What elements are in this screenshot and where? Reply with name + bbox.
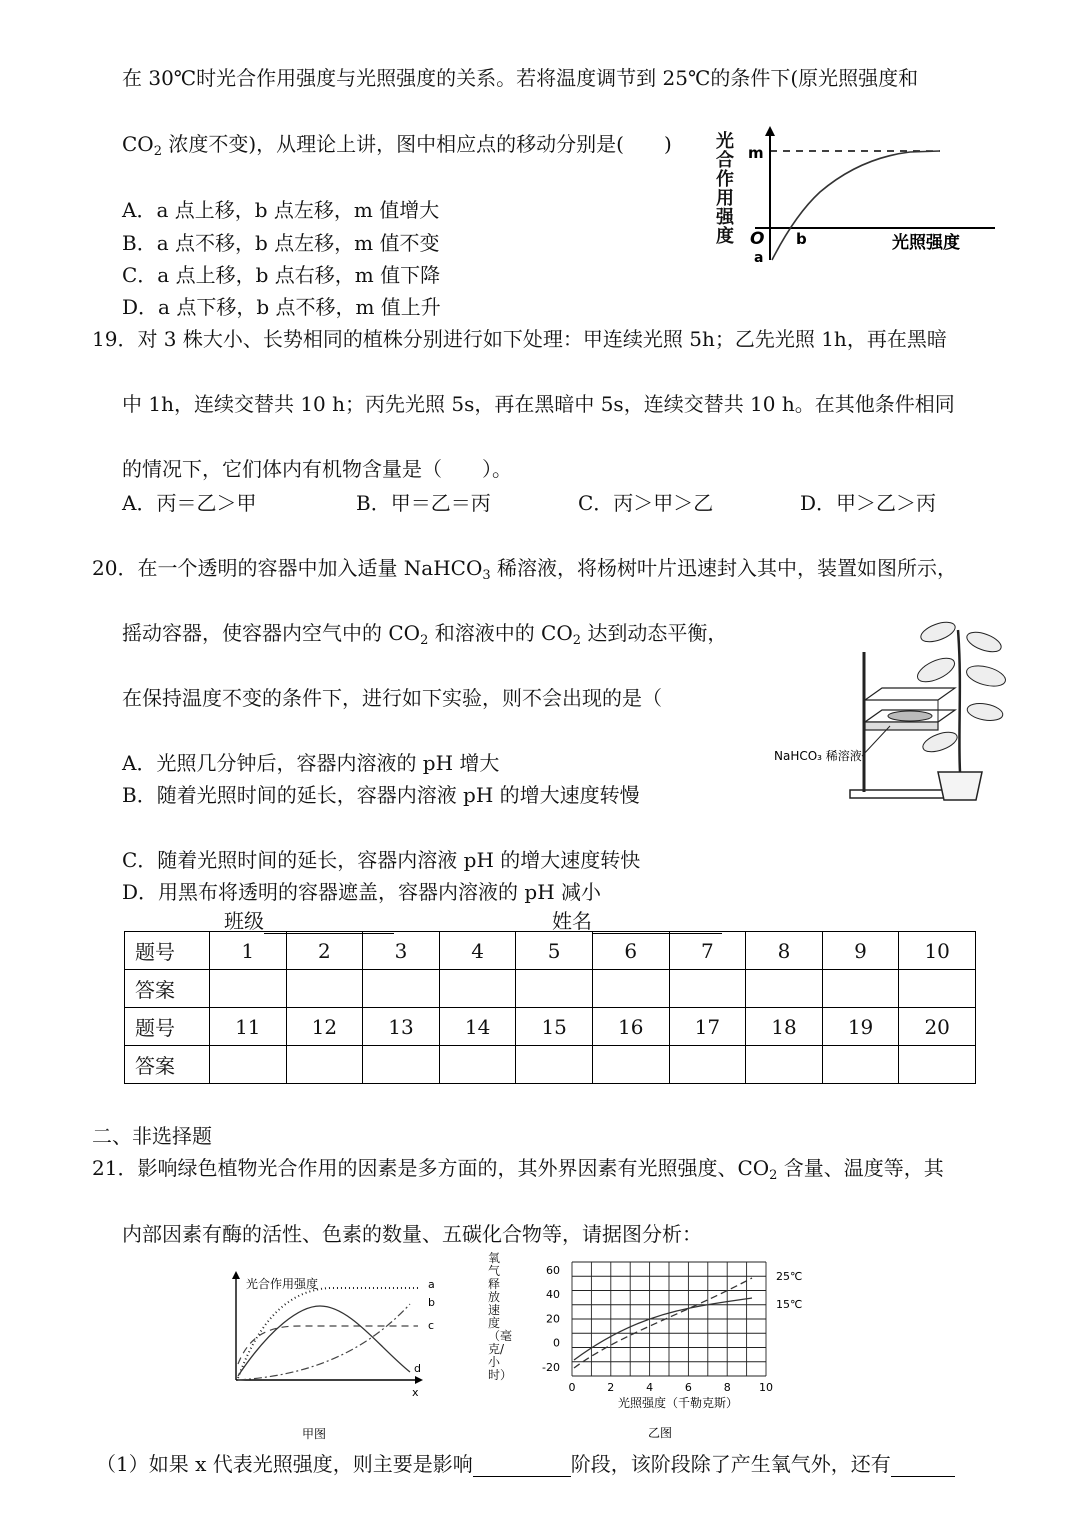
yi-ytick-label: 0 — [553, 1336, 560, 1350]
q20-line1: 20．在一个透明的容器中加入适量 NaHCO$_3$ 稀溶液，将杨树叶片迅速封入其中，装置如图所示， — [92, 556, 958, 583]
answer-cell[interactable] — [746, 970, 823, 1008]
sealed-leaf — [888, 711, 932, 721]
question-number: 4 — [439, 932, 516, 970]
nahco3-label: NaHCO₃ 稀溶液 — [774, 749, 862, 763]
q19-option-b: B．甲＝乙＝丙 — [356, 491, 491, 515]
answer-cell[interactable] — [516, 1046, 593, 1084]
q18-option-c: C．a 点上移，b 点右移，m 值下降 — [122, 263, 441, 287]
answer-blank-2[interactable] — [891, 1476, 955, 1477]
row-label-answer: 答案 — [125, 1046, 210, 1084]
q18-label-m: m — [748, 144, 764, 162]
question-number: 15 — [516, 1008, 593, 1046]
question-number: 12 — [286, 1008, 363, 1046]
q18-graph — [710, 120, 1010, 270]
q19-line2: 中 1h，连续交替共 10 h；丙先光照 5s，再在黑暗中 5s，连续交替共 10 h。在其他条件相同 — [122, 392, 955, 416]
plant-stem — [958, 630, 960, 772]
q19-option-c: C．丙＞甲＞乙 — [578, 491, 714, 515]
q18-option-d: D．a 点下移，b 点不移，m 值上升 — [122, 295, 441, 319]
question-number: 11 — [210, 1008, 287, 1046]
row-label-answer: 答案 — [125, 970, 210, 1008]
question-number: 8 — [746, 932, 823, 970]
yi-caption: 乙图 — [648, 1426, 673, 1440]
yi-xticks — [569, 1381, 774, 1394]
yi-ytick-label: 60 — [546, 1264, 560, 1277]
answer-cell[interactable] — [516, 970, 593, 1008]
yi-ytick-label: -20 — [542, 1360, 560, 1374]
jia-curve-a — [238, 1288, 418, 1378]
answer-table — [124, 931, 976, 1084]
answer-cell[interactable] — [210, 970, 287, 1008]
q18-label-o: O — [750, 229, 765, 249]
leaf-3 — [914, 653, 958, 686]
answer-cell[interactable] — [746, 1046, 823, 1084]
q20-option-c: C．随着光照时间的延长，容器内溶液 pH 的增大速度转快 — [122, 848, 641, 872]
question-number: 18 — [746, 1008, 823, 1046]
q20-line2: 摇动容器，使容器内空气中的 $CO_2$ 和溶液中的 $CO_2$ 达到动态平衡， — [122, 621, 728, 648]
answer-blank-1[interactable] — [473, 1476, 571, 1477]
q18-option-b: B．a 点不移，b 点左移，m 值不变 — [122, 231, 440, 255]
yi-xtick-label: 4 — [646, 1381, 654, 1394]
q18-ylabel: 光合作用强度 — [716, 131, 734, 247]
yi-ytick-label: 20 — [546, 1312, 560, 1326]
yi-series-25 — [574, 1278, 752, 1368]
question-number: 3 — [363, 932, 440, 970]
question-number: 16 — [592, 1008, 669, 1046]
yi-series-15 — [574, 1298, 752, 1360]
question-number: 9 — [822, 932, 899, 970]
answer-cell[interactable] — [822, 970, 899, 1008]
answer-table-row — [125, 1046, 976, 1084]
answer-cell[interactable] — [592, 970, 669, 1008]
answer-table-row — [125, 1008, 976, 1046]
leaf-2 — [964, 628, 1003, 655]
leaf-5 — [966, 701, 1004, 723]
section2-title: 二、非选择题 — [92, 1124, 212, 1148]
q19-option-a: A．丙＝乙＞甲 — [122, 491, 257, 515]
container-lid — [865, 688, 955, 700]
row-label-question: 题号 — [125, 1008, 210, 1046]
answer-table-row — [125, 970, 976, 1008]
yi-ylabel: 氧气释放速度（毫克/小时） — [488, 1251, 513, 1382]
name-field[interactable]: 姓名 — [552, 905, 722, 934]
yi-xtick-label: 2 — [607, 1381, 615, 1394]
leaf-4 — [964, 662, 1007, 690]
yi-series-label-15: 15℃ — [776, 1298, 803, 1311]
yi-series-label-25: 25℃ — [776, 1270, 803, 1283]
jia-label-d: d — [414, 1362, 421, 1375]
jia-ylabel: 光合作用强度 — [246, 1277, 319, 1291]
jia-label-c: c — [428, 1319, 435, 1332]
q19-line1: 19．对 3 株大小、长势相同的植株分别进行如下处理：甲连续光照 5h；乙先光照 1h，再在黑暗 — [92, 327, 947, 351]
answer-cell[interactable] — [286, 1046, 363, 1084]
jia-label-b: b — [428, 1296, 435, 1309]
q21-line2: 内部因素有酶的活性、色素的数量、五碳化合物等，请据图分析： — [122, 1222, 702, 1246]
figure-yi — [520, 1254, 830, 1444]
answer-cell[interactable] — [286, 970, 363, 1008]
figure-jia — [220, 1268, 460, 1448]
yi-xtick-label: 6 — [684, 1381, 692, 1394]
yi-ytick-label: 40 — [546, 1288, 560, 1302]
answer-cell[interactable] — [363, 1046, 440, 1084]
jia-curve-d — [238, 1306, 410, 1376]
q20-option-d: D．用黑布将透明的容器遮盖，容器内溶液的 pH 减小 — [122, 880, 601, 904]
yi-xtick-label: 10 — [759, 1381, 773, 1394]
leaf-1 — [918, 618, 957, 645]
q18-label-a: a — [754, 250, 764, 266]
jia-curve-c — [238, 1326, 418, 1364]
flower-pot — [938, 772, 982, 800]
question-number: 5 — [516, 932, 593, 970]
question-number: 2 — [286, 932, 363, 970]
plant-apparatus-figure — [770, 612, 1010, 812]
jia-xlabel: x — [412, 1386, 419, 1399]
answer-cell[interactable] — [363, 970, 440, 1008]
q18-y-arrow — [765, 126, 775, 136]
jia-caption: 甲图 — [302, 1427, 327, 1441]
question-number: 20 — [899, 1008, 976, 1046]
class-field[interactable]: 班级 — [224, 905, 394, 934]
question-number: 6 — [592, 932, 669, 970]
yi-xtick-label: 8 — [723, 1381, 731, 1394]
answer-cell[interactable] — [669, 1046, 746, 1084]
question-number: 1 — [210, 932, 287, 970]
row-label-question: 题号 — [125, 932, 210, 970]
answer-cell[interactable] — [210, 1046, 287, 1084]
question-number: 14 — [439, 1008, 516, 1046]
answer-cell[interactable] — [439, 970, 516, 1008]
q20-option-b: B．随着光照时间的延长，容器内溶液 pH 的增大速度转慢 — [122, 783, 640, 807]
q19-line3: 的情况下，它们体内有机物含量是（ ）。 — [122, 457, 512, 481]
leaf-6 — [920, 728, 959, 755]
answer-table-row — [125, 932, 976, 970]
question-number: 13 — [363, 1008, 440, 1046]
q18-label-b: b — [796, 230, 807, 248]
q20-line3: 在保持温度不变的条件下，进行如下实验，则不会出现的是（ — [122, 686, 662, 710]
answer-cell[interactable] — [822, 1046, 899, 1084]
q20-option-a: A．光照几分钟后，容器内溶液的 pH 增大 — [122, 751, 500, 775]
question-number: 10 — [899, 932, 976, 970]
question-number: 17 — [669, 1008, 746, 1046]
jia-x-arrow — [415, 1376, 423, 1384]
q18-xlabel: 光照强度 — [892, 233, 960, 253]
q18-option-a: A．a 点上移，b 点左移，m 值增大 — [122, 198, 440, 222]
yi-grid — [572, 1262, 766, 1376]
q21-sub1: （1）如果 x 代表光照强度，则主要是影响 阶段，该阶段除了产生氧气外，还有 — [96, 1448, 955, 1477]
yi-xtick-label: 0 — [568, 1381, 576, 1394]
q18-line2: $CO_2$ 浓度不变)，从理论上讲，图中相应点的移动分别是( ) — [122, 132, 672, 159]
answer-cell[interactable] — [439, 1046, 516, 1084]
jia-label-a: a — [428, 1278, 435, 1291]
q19-option-d: D．甲＞乙＞丙 — [800, 491, 937, 515]
yi-xlabel: 光照强度（千勒克斯） — [618, 1396, 739, 1410]
answer-cell[interactable] — [669, 970, 746, 1008]
jia-y-arrow — [232, 1271, 240, 1279]
answer-cell[interactable] — [899, 1046, 976, 1084]
question-number: 7 — [669, 932, 746, 970]
q18-line1: 在 30℃时光合作用强度与光照强度的关系。若将温度调节到 25℃的条件下(原光照强度和 — [122, 66, 919, 90]
answer-cell[interactable] — [899, 970, 976, 1008]
yi-yticks — [542, 1264, 560, 1374]
answer-cell[interactable] — [592, 1046, 669, 1084]
q21-line1: 21．影响绿色植物光合作用的因素是多方面的，其外界因素有光照强度、$CO_2$ 含量、温度等，其 — [92, 1156, 944, 1183]
container-body — [865, 722, 938, 730]
question-number: 19 — [822, 1008, 899, 1046]
